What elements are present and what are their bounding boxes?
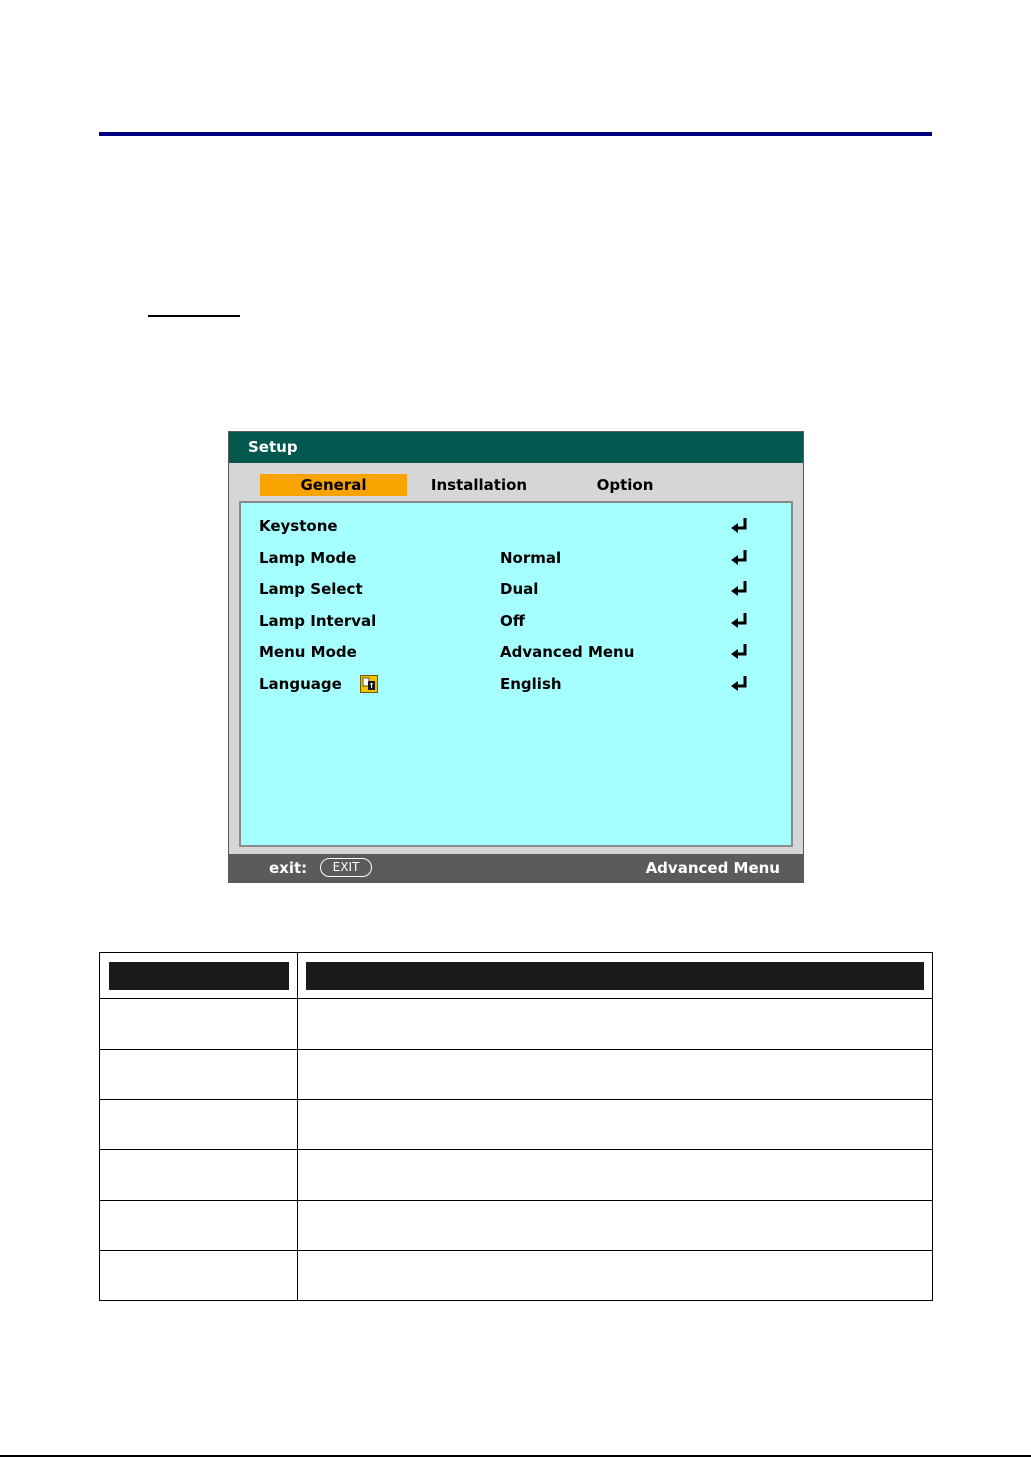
enter-return-icon[interactable] [729,579,751,599]
enter-return-icon[interactable] [729,548,751,568]
row-value: Normal [500,549,562,567]
settings-table [99,952,933,1301]
table-row-divider [100,1099,932,1100]
menu-row-lamp-interval[interactable] [241,609,791,633]
table-row-divider [100,998,932,999]
menu-row-menu-mode[interactable] [241,640,791,664]
row-label: Menu Mode [259,643,357,661]
table-row-divider [100,1200,932,1201]
row-value: Advanced Menu [500,643,635,661]
row-value: Off [500,612,525,630]
table-row-divider [100,1049,932,1050]
enter-return-icon[interactable] [729,674,751,694]
page-top-rule [99,132,932,136]
table-header-description [306,962,924,990]
row-value: Dual [500,580,539,598]
table-header-item [109,962,289,990]
menu-row-keystone[interactable] [241,514,791,538]
section-underline [148,315,240,317]
table-row-divider [100,1149,932,1150]
exit-label: exit: [269,859,308,877]
menu-row-lamp-mode[interactable] [241,546,791,570]
enter-return-icon[interactable] [729,611,751,631]
row-label: Lamp Interval [259,612,377,630]
enter-return-icon[interactable] [729,642,751,662]
menu-row-language[interactable] [241,672,791,696]
menu-row-lamp-select[interactable] [241,577,791,601]
tab-option[interactable]: Option [596,476,654,494]
exit-key-icon[interactable]: EXIT [320,858,372,877]
footer-menu-mode: Advanced Menu [645,859,780,877]
table-row-divider [100,1250,932,1251]
row-label: Keystone [259,517,338,535]
row-label: Lamp Select [259,580,363,598]
tab-installation[interactable]: Installation [430,476,528,494]
row-label: Language [259,675,342,693]
menu-panel [239,501,793,847]
menu-title: Setup [229,432,803,463]
language-icon [360,675,378,693]
row-label: Lamp Mode [259,549,357,567]
menu-footer [229,854,803,882]
tab-general[interactable]: General [260,474,407,496]
row-value: English [500,675,562,693]
table-column-divider [297,953,298,1300]
enter-return-icon[interactable] [729,516,751,536]
setup-menu-window [228,431,804,883]
